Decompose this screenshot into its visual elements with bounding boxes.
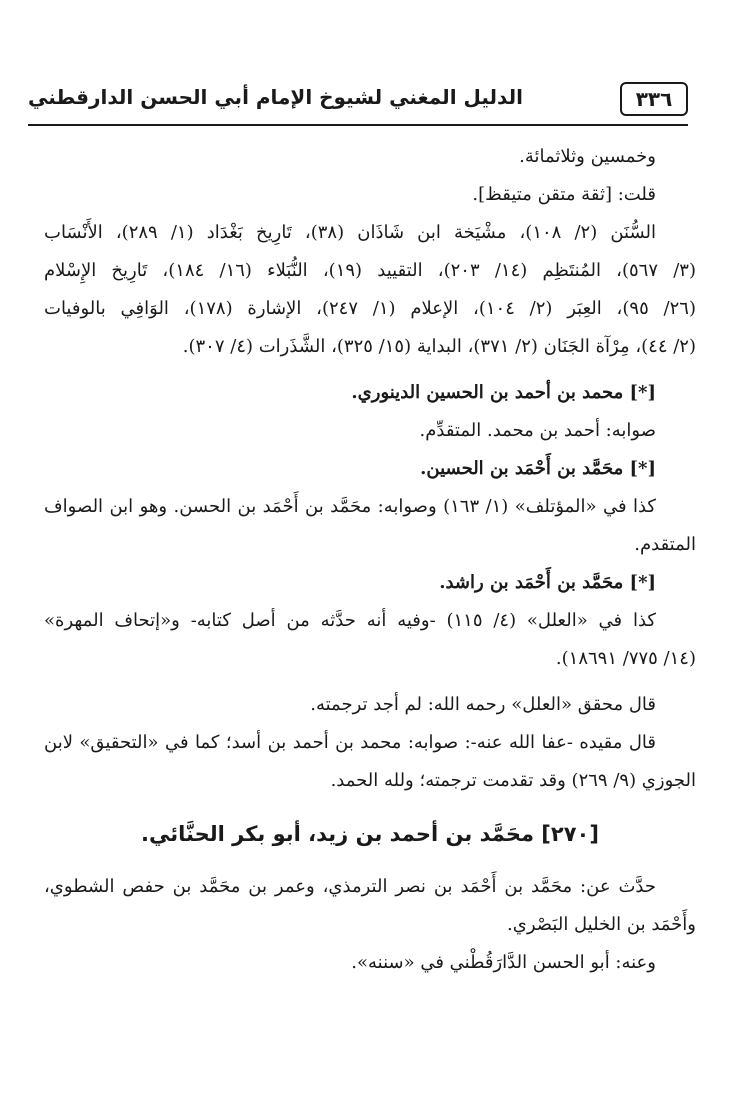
text-line: (٢/ ٤٤)، مِرْآة الجَنَان (٢/ ٣٧١)، البداية (١٥/ ٣٢٥)، الشَّذَرات (٤/ ٣٠٧). bbox=[182, 336, 696, 357]
text-line: قال مقيده -عفا الله عنه-: صوابه: محمد بن أحمد بن أسد؛ كما في «التحقيق» لابن bbox=[44, 732, 656, 753]
text-line: الجوزي (٩/ ٢٦٩) وقد تقدمت ترجمته؛ ولله الحمد. bbox=[330, 770, 696, 791]
text-line: قلت: [ثقة متقن متيقظ]. bbox=[472, 184, 656, 205]
page-number: ٣٣٦ bbox=[620, 82, 688, 116]
text-line: السُّنَن (٢/ ١٠٨)، مشْيَخة ابن شَاذَان (٣٨)، تَارِيخ بَغْدَاد (١/ ٢٨٩)، الأَنْسَاب bbox=[44, 222, 657, 243]
page-body bbox=[44, 138, 696, 982]
entry-heading: [٢٧٠] محَمَّد بن أحمد بن زيد، أبو بكر الحنَّائي. bbox=[141, 822, 599, 846]
text-line: وخمسين وثلاثمائة. bbox=[519, 146, 656, 167]
text-line: صوابه: أحمد بن محمد. المتقدِّم. bbox=[419, 420, 656, 441]
cross-reference-entry: [*] محَمَّد بن أَحْمَد بن الحسين. bbox=[420, 458, 656, 479]
cross-reference-entry: [*] محَمَّد بن أَحْمَد بن راشد. bbox=[439, 572, 656, 593]
header-rule bbox=[28, 124, 688, 126]
text-line: (٢٦/ ٩٥)، العِبَر (٢/ ١٠٤)، الإعلام (١/ ٢٤٧)، الإشارة (١٧٨)، الوَافِي بالوفيات bbox=[44, 298, 696, 319]
running-title: الدليل المغني لشيوخ الإمام أبي الحسن الدارقطني bbox=[28, 85, 523, 109]
text-line: كذا في «المؤتلف» (١/ ١٦٣) وصوابه: محَمَّد بن أَحْمَد بن الحسن. وهو ابن الصواف bbox=[44, 496, 656, 517]
text-line: (٣/ ٥٦٧)، المُنتَظِم (١٤/ ٢٠٣)، التقييد (١٩)، النُّبَلاء (١٦/ ١٨٤)، تَارِيخ الإِسْلام bbox=[44, 260, 696, 281]
text-line: وأَحْمَد بن الخليل البَصْري. bbox=[507, 914, 696, 935]
text-line: حدَّث عن: محَمَّد بن أَحْمَد بن نصر الترمذي، وعمر بن محَمَّد بن حفص الشطوي، bbox=[44, 876, 656, 897]
text-line: (١٤/ ٧٧٥/ ١٨٦٩١). bbox=[555, 648, 696, 669]
text-line: وعنه: أبو الحسن الدَّارَقُطْني في «سننه». bbox=[351, 952, 656, 973]
running-header bbox=[28, 74, 688, 120]
cross-reference-entry: [*] محمد بن أحمد بن الحسين الدينوري. bbox=[351, 382, 656, 403]
text-line: المتقدم. bbox=[634, 534, 696, 555]
text-line: كذا في «العلل» (٤/ ١١٥) -وفيه أنه حدَّثه من أصل كتابه- و«إتحاف المهرة» bbox=[44, 610, 656, 631]
text-line: قال محقق «العلل» رحمه الله: لم أجد ترجمته. bbox=[310, 694, 656, 715]
